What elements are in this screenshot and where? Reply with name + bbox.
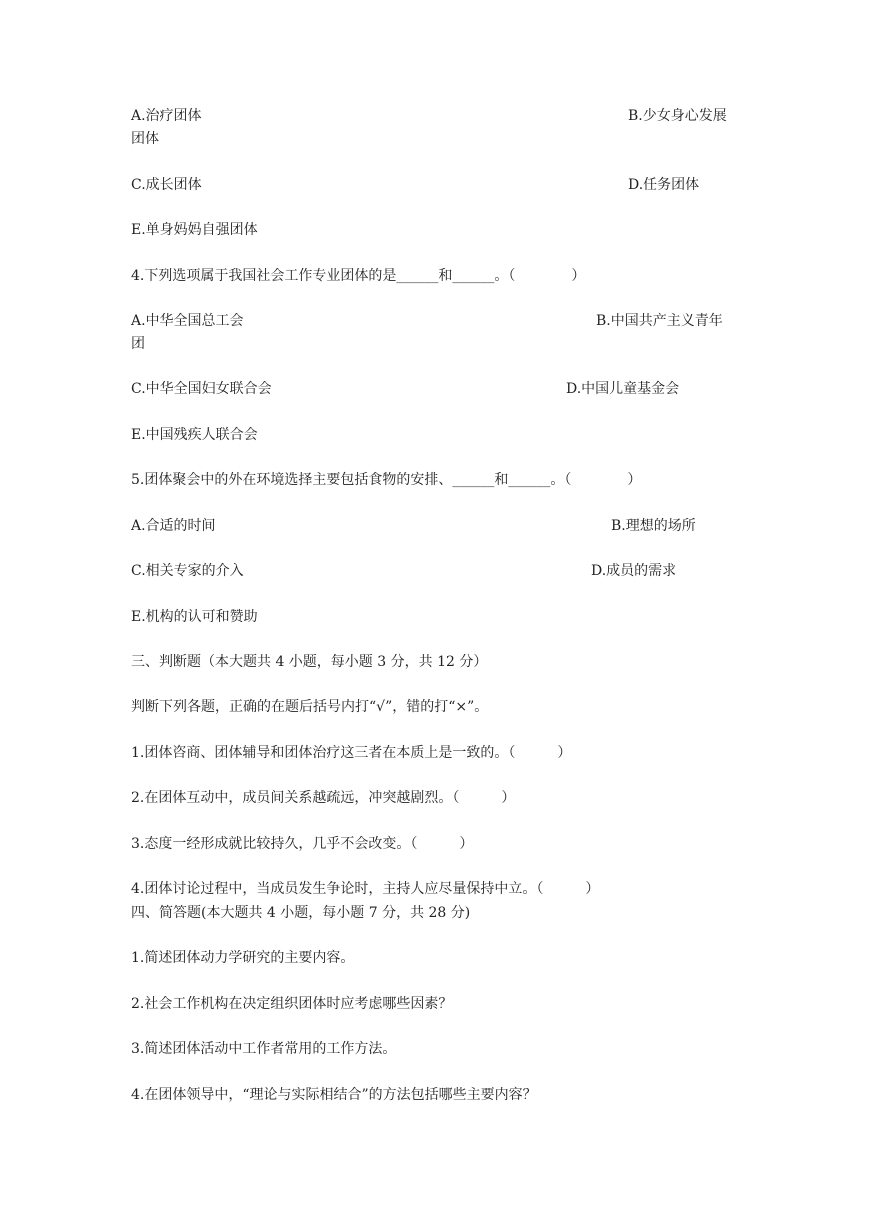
question-4-stem: 4.下列选项属于我国社会工作专业团体的是______和______。（ ）	[131, 268, 586, 284]
option-b: B.少女身心发展	[628, 108, 727, 124]
option-b-wrap: 团	[131, 336, 145, 352]
question-5-stem: 5.团体聚会中的外在环境选择主要包括食物的安排、______和______。（ ）	[131, 472, 642, 488]
option-b: B.中国共产主义青年	[596, 313, 723, 329]
judgment-item-4: 4.团体讨论过程中，当成员发生争论时，主持人应尽量保持中立。（ ）	[131, 881, 600, 897]
option-a: A.治疗团体	[131, 108, 202, 124]
option-e: E.单身妈妈自强团体	[131, 222, 258, 238]
option-d: D.中国儿童基金会	[566, 381, 680, 397]
option-c: C.成长团体	[131, 177, 202, 193]
section-4-title: 四、简答题(本大题共 4 小题，每小题 7 分，共 28 分)	[131, 905, 471, 921]
short-answer-item-2: 2.社会工作机构在决定组织团体时应考虑哪些因素？	[131, 996, 453, 1012]
judgment-item-2: 2.在团体互动中，成员间关系越疏远，冲突越剧烈。（ ）	[131, 790, 516, 806]
option-d: D.任务团体	[628, 177, 700, 193]
option-a: A.中华全国总工会	[131, 313, 244, 329]
option-c: C.相关专家的介入	[131, 563, 244, 579]
short-answer-item-3: 3.简述团体活动中工作者常用的工作方法。	[131, 1041, 397, 1057]
option-c: C.中华全国妇女联合会	[131, 381, 272, 397]
judgment-item-3: 3.态度一经形成就比较持久，几乎不会改变。（ ）	[131, 836, 474, 852]
option-a: A.合适的时间	[131, 518, 216, 534]
option-b: B.理想的场所	[611, 518, 696, 534]
option-e: E.中国残疾人联合会	[131, 427, 258, 443]
option-d: D.成员的需求	[591, 563, 677, 579]
section-3-instruction: 判断下列各题，正确的在题后括号内打“√”，错的打“×”。	[131, 699, 489, 715]
option-b-wrap: 团体	[131, 131, 159, 147]
short-answer-item-1: 1.简述团体动力学研究的主要内容。	[131, 950, 355, 966]
short-answer-item-4: 4.在团体领导中，“理论与实际相结合”的方法包括哪些主要内容？	[131, 1087, 537, 1103]
judgment-item-1: 1.团体咨商、团体辅导和团体治疗这三者在本质上是一致的。（ ）	[131, 745, 572, 761]
option-e: E.机构的认可和赞助	[131, 609, 258, 625]
section-3-title: 三、判断题（本大题共 4 小题，每小题 3 分，共 12 分）	[131, 654, 488, 670]
